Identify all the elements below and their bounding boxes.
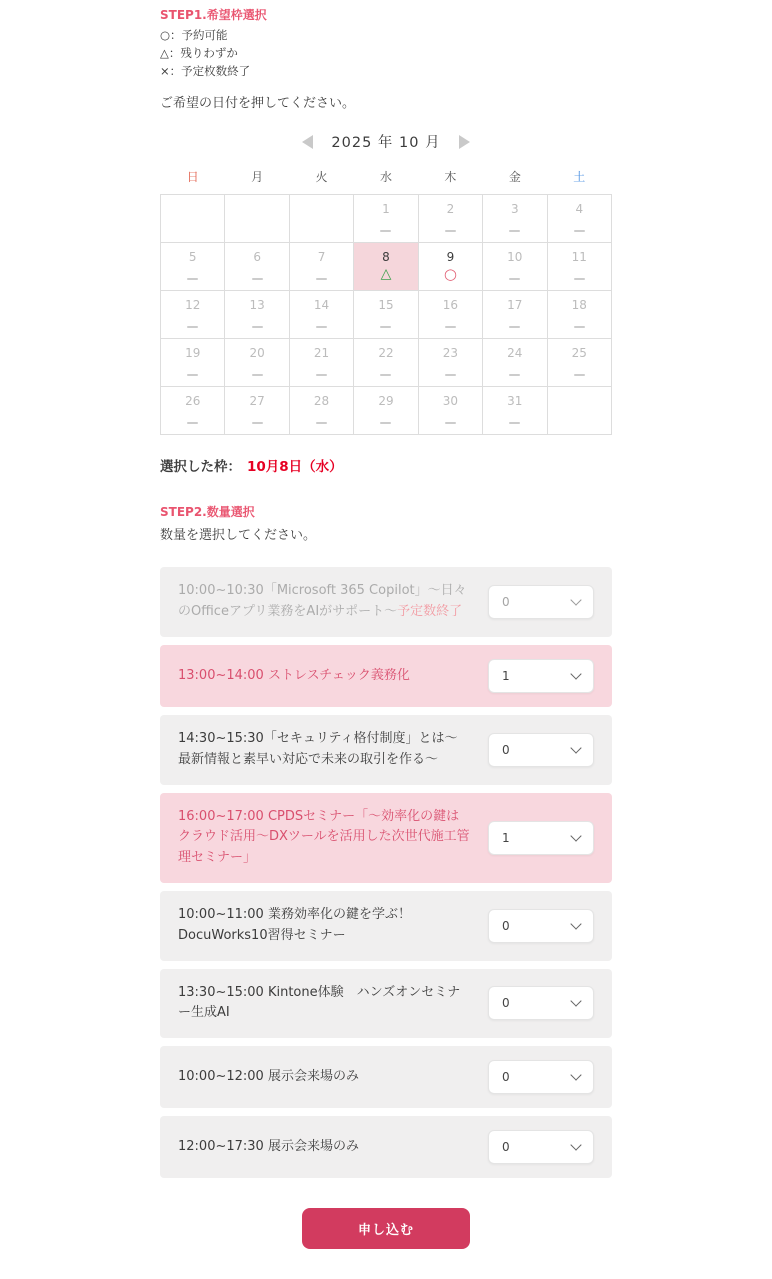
session-row xyxy=(160,567,612,637)
day-number: 24 xyxy=(507,345,523,360)
quantity-value: 0 xyxy=(502,742,510,757)
calendar-day-6 xyxy=(225,243,289,291)
quantity-select[interactable] xyxy=(488,1060,594,1094)
day-number: 10 xyxy=(507,249,523,264)
day-number: 14 xyxy=(313,297,330,312)
chevron-down-icon xyxy=(570,830,581,841)
weekday-header: 水 xyxy=(379,170,392,185)
calendar-day-17 xyxy=(483,291,547,339)
quantity-select[interactable] xyxy=(488,986,594,1020)
day-number: 6 xyxy=(253,249,261,264)
dash-icon xyxy=(380,422,391,424)
dash-icon xyxy=(509,374,520,376)
dash-icon xyxy=(316,326,327,328)
calendar-day-25 xyxy=(547,339,611,387)
calendar-day-19 xyxy=(161,339,225,387)
weekday-header: 日 xyxy=(186,170,199,185)
calendar-day-9[interactable] xyxy=(418,243,482,291)
session-title: 14:30~15:30「セキュリティ格付制度」とは〜最新情報と素早い対応で未来の取引を作る〜 xyxy=(178,731,458,767)
calendar-day-22 xyxy=(354,339,418,387)
day-number: 31 xyxy=(507,393,523,408)
day-number: 22 xyxy=(378,345,394,360)
weekday-header: 月 xyxy=(251,170,264,185)
day-number: 4 xyxy=(575,201,584,216)
calendar-day-26 xyxy=(161,387,225,435)
dash-icon xyxy=(445,230,456,232)
day-number: 8 xyxy=(382,250,390,265)
calendar-day-8[interactable] xyxy=(354,243,418,291)
calendar-day-empty xyxy=(289,195,353,243)
day-number: 3 xyxy=(511,201,519,216)
quantity-select[interactable] xyxy=(488,1130,594,1164)
dash-icon xyxy=(509,326,520,328)
session-title: 13:30~15:00 Kintone体験 ハンズオンセミナー生成AI xyxy=(178,984,461,1021)
calendar-day-10 xyxy=(483,243,547,291)
reservation-page xyxy=(160,0,612,1249)
day-number: 2 xyxy=(446,201,455,216)
session-row xyxy=(160,715,612,785)
quantity-value: 0 xyxy=(502,918,510,933)
calendar-day-28 xyxy=(289,387,353,435)
calendar-day-21 xyxy=(289,339,353,387)
chevron-down-icon xyxy=(570,668,581,679)
date-instruction: ご希望の日付を押してください。 xyxy=(160,96,356,112)
quantity-value: 0 xyxy=(502,1070,510,1085)
session-row xyxy=(160,969,612,1039)
dash-icon xyxy=(316,422,327,424)
dash-icon xyxy=(187,422,198,424)
calendar-day-4 xyxy=(547,195,611,243)
day-number: 12 xyxy=(185,297,201,312)
day-number: 18 xyxy=(571,297,587,312)
day-number: 16 xyxy=(442,297,459,312)
day-number: 11 xyxy=(571,249,587,264)
chevron-down-icon xyxy=(570,595,581,606)
dash-icon xyxy=(187,374,198,376)
quantity-select[interactable] xyxy=(488,585,594,619)
quantity-value: 0 xyxy=(502,595,510,610)
step2-title: STEP2.数量選択 xyxy=(160,505,255,520)
dash-icon xyxy=(445,326,456,328)
quantity-select[interactable] xyxy=(488,821,594,855)
triangle-icon: △ xyxy=(380,265,392,282)
submit-button[interactable]: 申し込む xyxy=(302,1208,470,1249)
dash-icon xyxy=(445,374,456,376)
session-title: 13:00~14:00 ストレスチェック義務化 xyxy=(178,667,410,683)
calendar-month-title: 2025 年 10 月 xyxy=(331,135,441,152)
day-number: 30 xyxy=(442,393,459,408)
calendar-week xyxy=(161,339,612,387)
availability-legend xyxy=(160,27,612,80)
sold-out-label: 予定数終了 xyxy=(397,604,463,620)
day-number: 25 xyxy=(571,345,587,360)
day-number: 29 xyxy=(378,393,394,408)
calendar-day-13 xyxy=(225,291,289,339)
dash-icon xyxy=(574,326,585,328)
dash-icon xyxy=(187,278,198,280)
chevron-down-icon xyxy=(570,742,581,753)
session-label xyxy=(178,666,488,687)
calendar-day-3 xyxy=(483,195,547,243)
day-number: 28 xyxy=(313,393,330,408)
dash-icon xyxy=(316,278,327,280)
selected-slot-value: 10月8日（水） xyxy=(247,459,343,476)
day-number: 20 xyxy=(249,345,265,360)
calendar-day-24 xyxy=(483,339,547,387)
dash-icon xyxy=(380,374,391,376)
weekday-header: 金 xyxy=(508,170,521,185)
quantity-value: 1 xyxy=(502,669,510,684)
day-number: 15 xyxy=(378,297,394,312)
calendar-week xyxy=(161,387,612,435)
calendar-day-16 xyxy=(418,291,482,339)
session-title: 10:00~11:00 業務効率化の鍵を学ぶ！DocuWorks10習得セミナー xyxy=(178,907,411,943)
weekday-header: 木 xyxy=(444,170,457,185)
legend-item-available: ○：予約可能 xyxy=(160,28,228,42)
session-label xyxy=(178,1137,488,1158)
calendar-table xyxy=(160,164,612,435)
step1-section xyxy=(160,6,612,111)
day-number: 9 xyxy=(446,249,455,264)
calendar-day-empty xyxy=(547,387,611,435)
weekday-header: 火 xyxy=(315,170,328,185)
calendar-day-31 xyxy=(483,387,547,435)
session-row xyxy=(160,793,612,883)
circle-icon: ○ xyxy=(443,265,457,284)
calendar-day-1 xyxy=(354,195,418,243)
session-label xyxy=(178,581,488,623)
selected-slot xyxy=(160,455,612,475)
calendar-day-12 xyxy=(161,291,225,339)
session-list xyxy=(160,567,612,1178)
dash-icon xyxy=(509,422,520,424)
quantity-select[interactable] xyxy=(488,909,594,943)
session-title: 12:00~17:30 展示会来場のみ xyxy=(178,1138,359,1154)
calendar-day-11 xyxy=(547,243,611,291)
dash-icon xyxy=(509,230,520,232)
quantity-select[interactable] xyxy=(488,733,594,767)
step1-title: STEP1.希望枠選択 xyxy=(160,8,267,22)
dash-icon xyxy=(380,326,391,328)
chevron-down-icon xyxy=(570,996,581,1007)
dash-icon xyxy=(252,278,263,280)
weekday-header-row xyxy=(161,164,612,195)
day-number: 5 xyxy=(188,249,197,264)
quantity-instruction: 数量を選択してください。 xyxy=(160,528,317,544)
session-label xyxy=(178,1067,488,1088)
day-number: 23 xyxy=(442,345,459,360)
calendar-day-18 xyxy=(547,291,611,339)
session-row xyxy=(160,891,612,961)
day-number: 1 xyxy=(382,201,390,216)
calendar-day-23 xyxy=(418,339,482,387)
day-number: 27 xyxy=(249,393,265,408)
quantity-value: 0 xyxy=(502,1140,510,1155)
day-number: 26 xyxy=(185,393,201,408)
chevron-down-icon xyxy=(570,1140,581,1151)
day-number: 17 xyxy=(507,297,523,312)
dash-icon xyxy=(187,326,198,328)
session-label xyxy=(178,905,488,947)
weekday-header: 土 xyxy=(573,170,586,185)
submit-area xyxy=(160,1208,612,1249)
legend-item-few-left: △：残りわずか xyxy=(160,45,238,60)
calendar-day-14 xyxy=(289,291,353,339)
calendar-day-empty xyxy=(161,195,225,243)
session-row xyxy=(160,1116,612,1178)
chevron-left-icon xyxy=(302,135,313,149)
quantity-value: 1 xyxy=(502,830,510,845)
chevron-down-icon xyxy=(570,1070,581,1081)
prev-month-button[interactable] xyxy=(300,133,315,151)
calendar-day-27 xyxy=(225,387,289,435)
calendar-nav xyxy=(160,131,612,152)
calendar-day-7 xyxy=(289,243,353,291)
calendar-week xyxy=(161,243,612,291)
session-label xyxy=(178,807,488,869)
next-month-button[interactable] xyxy=(457,133,472,151)
session-title: 16:00~17:00 CPDSセミナー「〜効率化の鍵はクラウド活用〜DXツールを活用した次世代施工管理セミナー」 xyxy=(178,808,470,866)
day-number: 21 xyxy=(313,345,330,360)
calendar-day-5 xyxy=(161,243,225,291)
dash-icon xyxy=(252,422,263,424)
day-number: 7 xyxy=(317,249,326,264)
selected-slot-label: 選択した枠： xyxy=(160,459,241,476)
calendar-day-15 xyxy=(354,291,418,339)
legend-item-sold-out: ×：予定枚数終了 xyxy=(160,63,251,78)
calendar-week xyxy=(161,195,612,243)
session-title: 10:00~12:00 展示会来場のみ xyxy=(178,1068,359,1084)
session-row xyxy=(160,645,612,707)
calendar-week xyxy=(161,291,612,339)
calendar-day-2 xyxy=(418,195,482,243)
calendar-day-30 xyxy=(418,387,482,435)
dash-icon xyxy=(574,230,585,232)
dash-icon xyxy=(445,422,456,424)
day-number: 13 xyxy=(249,297,265,312)
calendar-day-29 xyxy=(354,387,418,435)
step2-section xyxy=(160,503,612,1178)
calendar-section xyxy=(160,131,612,435)
calendar-body xyxy=(161,195,612,435)
session-label xyxy=(178,983,488,1025)
dash-icon xyxy=(380,230,391,232)
dash-icon xyxy=(252,326,263,328)
dash-icon xyxy=(574,374,585,376)
chevron-right-icon xyxy=(459,135,470,149)
dash-icon xyxy=(509,278,520,280)
calendar-day-20 xyxy=(225,339,289,387)
session-row xyxy=(160,1046,612,1108)
dash-icon xyxy=(574,278,585,280)
chevron-down-icon xyxy=(570,918,581,929)
day-number: 19 xyxy=(185,345,201,360)
session-title: 10:00~10:30「Microsoft 365 Copilot」〜日々のOfficeアプリ業務をAIがサポート〜 xyxy=(178,583,467,620)
calendar-day-empty xyxy=(225,195,289,243)
quantity-select[interactable] xyxy=(488,659,594,693)
session-label xyxy=(178,729,488,771)
dash-icon xyxy=(316,374,327,376)
dash-icon xyxy=(252,374,263,376)
quantity-value: 0 xyxy=(502,996,510,1011)
